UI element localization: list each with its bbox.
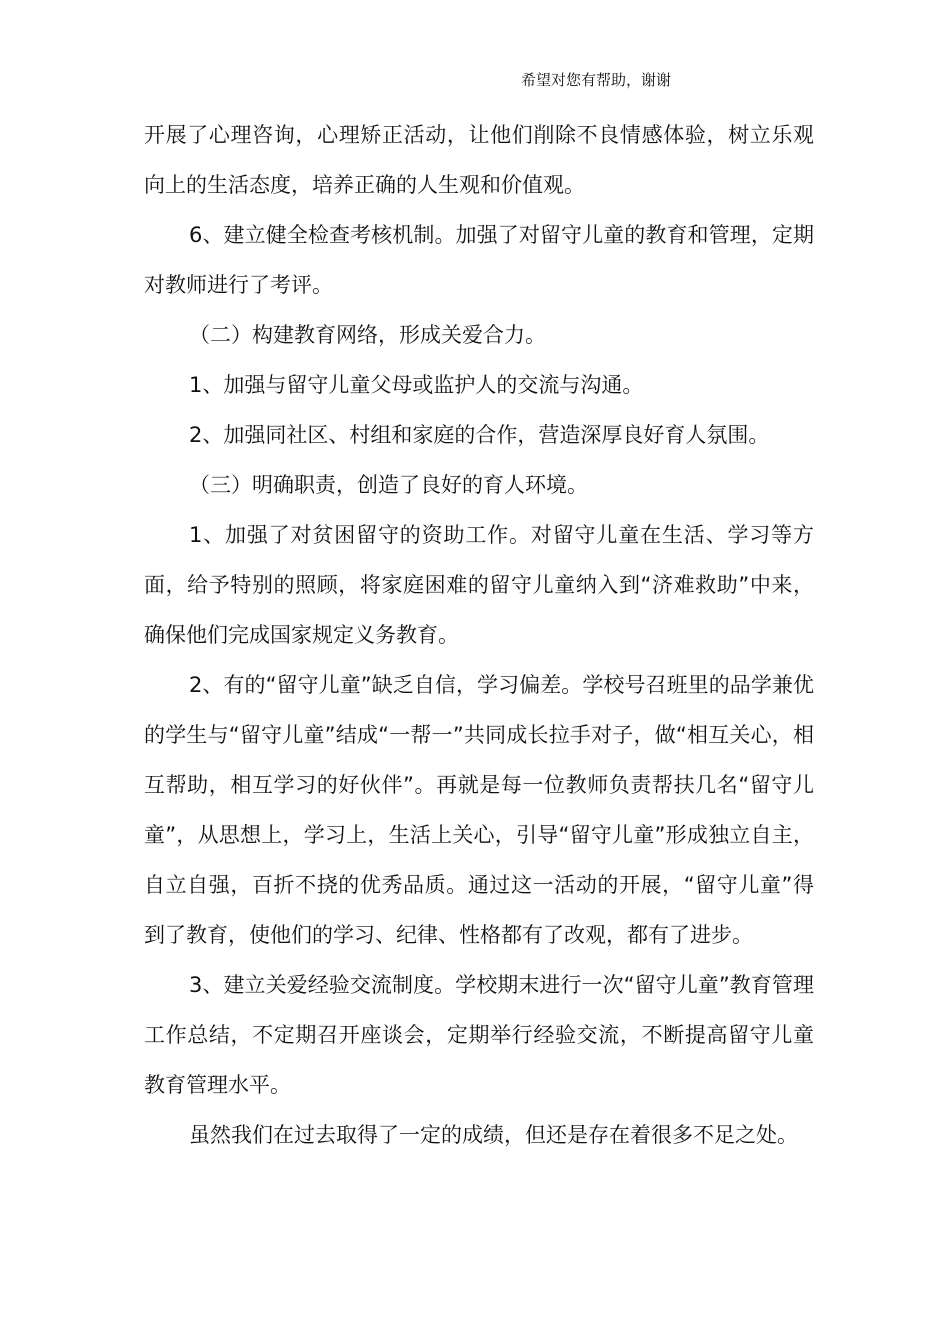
- paragraph: 2、有的“留守儿童”缺乏自信，学习偏差。学校号召班里的品学兼优的学生与“留守儿童”结成“一帮一”共同成长拉手对子，做“相互关心，相互帮助，相互学习的好伙伴”。再就是每一位教师负责帮扶几名“留守儿童”，从思想上，学习上，生活上关心，引导“留守儿童”形成独立自主，自立自强，百折不挠的优秀品质。通过这一活动的开展，“留守儿童”得到了教育，使他们的学习、纪律、性格都有了改观，都有了进步。: [144, 673, 814, 947]
- paragraph: 1、加强了对贫困留守的资助工作。对留守儿童在生活、学习等方面，给予特别的照顾，将家庭困难的留守儿童纳入到“济难救助”中来，确保他们完成国家规定义务教育。: [144, 523, 814, 647]
- paragraph: 虽然我们在过去取得了一定的成绩，但还是存在着很多不足之处。: [189, 1123, 798, 1147]
- section-heading: （二）构建教育网络，形成关爱合力。: [189, 323, 546, 347]
- header-note: 希望对您有帮助，谢谢: [521, 71, 672, 89]
- paragraph: 3、建立关爱经验交流制度。学校期末进行一次“留守儿童”教育管理工作总结，不定期召开座谈会，定期举行经验交流，不断提高留守儿童教育管理水平。: [144, 973, 814, 1097]
- paragraph: 1、加强与留守儿童父母或监护人的交流与沟通。: [189, 373, 644, 397]
- paragraph: 2、加强同社区、村组和家庭的合作，营造深厚良好育人氛围。: [189, 423, 770, 447]
- paragraph: 开展了心理咨询，心理矫正活动，让他们削除不良情感体验，树立乐观向上的生活态度，培养正确的人生观和价值观。: [144, 123, 814, 197]
- paragraph: 6、建立健全检查考核机制。加强了对留守儿童的教育和管理，定期对教师进行了考评。: [144, 223, 814, 297]
- section-heading: （三）明确职责，创造了良好的育人环境。: [189, 473, 588, 497]
- document-body: [144, 110, 814, 1160]
